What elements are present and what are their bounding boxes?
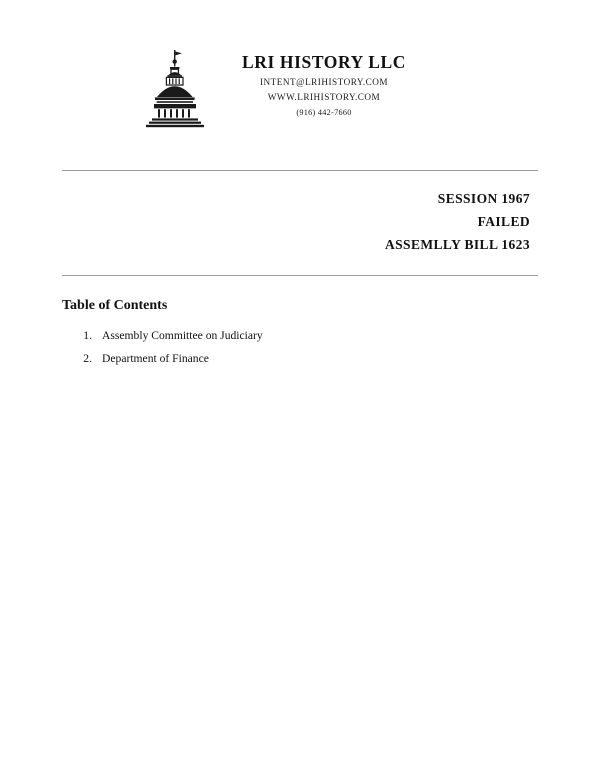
org-phone: (916) 442-7660: [296, 108, 352, 118]
capitol-dome-icon: [144, 50, 206, 128]
title-bill: ASSEMLLY BILL 1623: [384, 237, 530, 253]
toc-heading: Table of Contents: [62, 297, 168, 313]
title-status: FAILED: [477, 214, 530, 230]
toc-list: [62, 324, 538, 372]
toc-item-number: 1.: [83, 328, 92, 342]
org-website: WWW.LRIHISTORY.COM: [267, 92, 381, 103]
table-of-contents: [62, 298, 538, 372]
title-session: SESSION 1967: [437, 191, 530, 206]
list-item[interactable]: [62, 324, 538, 348]
title-block: [62, 171, 538, 261]
org-email: INTENT@LRIHISTORY.COM: [259, 77, 389, 88]
divider-bottom: [62, 275, 538, 276]
list-item[interactable]: [62, 347, 538, 371]
toc-item-label: Assembly Committee on Judiciary: [102, 328, 263, 342]
toc-item-label: Department of Finance: [102, 352, 209, 366]
toc-item-number: 2.: [83, 352, 92, 366]
org-name: LRI HISTORY LLC: [242, 52, 406, 72]
letterhead: [62, 0, 538, 144]
org-info: [62, 52, 538, 117]
